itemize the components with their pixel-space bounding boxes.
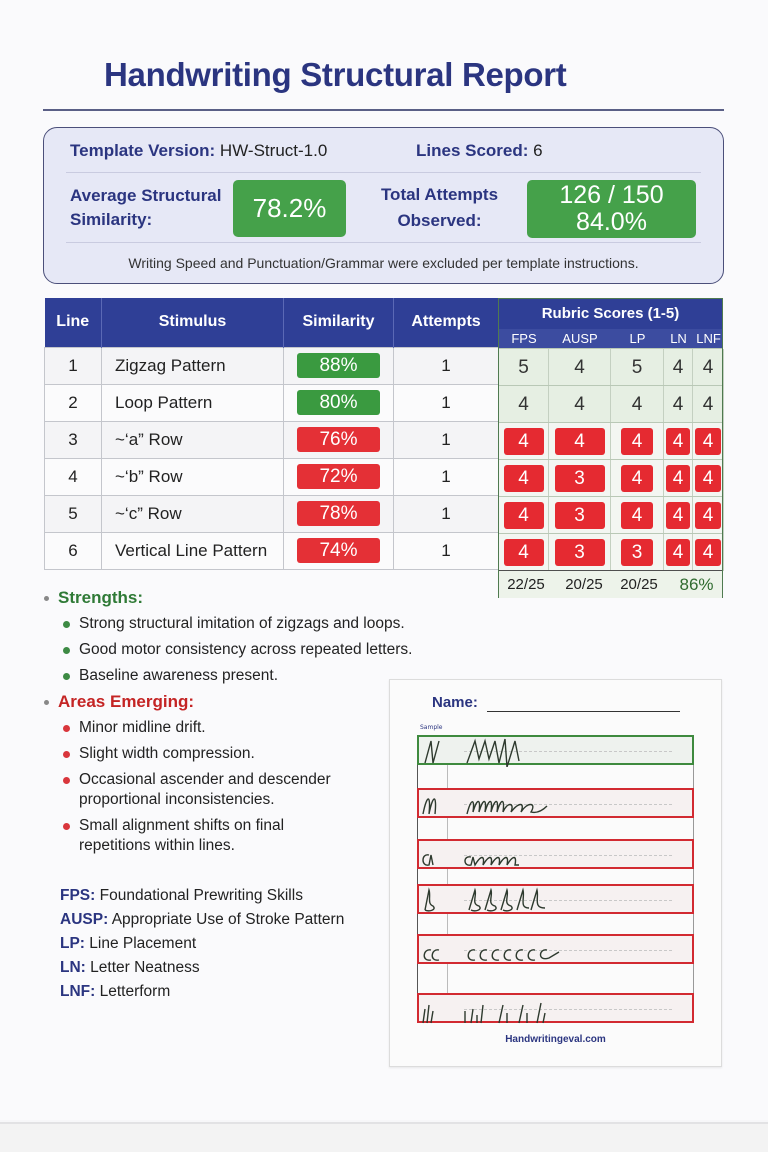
total-attempts-value: 126 / 150 (559, 181, 664, 209)
rubric-score-badge: 4 (621, 502, 653, 529)
rubric-score-badge: 4 (504, 465, 544, 492)
similarity-badge: 76% (297, 427, 380, 452)
legend-text: Line Placement (89, 935, 197, 952)
areas-text: Small alignment shifts on final repetitions within lines. (79, 817, 285, 854)
rubric-score-cell (693, 497, 724, 534)
page-title: Handwriting Structural Report (104, 56, 567, 93)
stimulus-name: ~‘a” Row (102, 421, 284, 458)
similarity-cell (284, 532, 394, 569)
table-row (45, 532, 499, 569)
stroke-path (423, 799, 547, 814)
line-number: 6 (45, 532, 102, 569)
legend-text: Letterform (99, 983, 171, 1000)
sample-label: Sample (420, 724, 443, 731)
legend-item (60, 932, 344, 956)
legend-text: Letter Neatness (90, 959, 200, 976)
rubric-title: Rubric Scores (1-5) (499, 299, 722, 329)
table-row (45, 458, 499, 495)
summary-divider (66, 242, 701, 243)
attempts-count: 1 (394, 421, 499, 458)
name-label: Name: (432, 694, 478, 711)
page-bottom-edge (0, 1122, 768, 1152)
attempts-count: 1 (394, 384, 499, 421)
legend-abbr: LN: (60, 959, 86, 976)
bullet-icon (44, 596, 49, 601)
col-stimulus: Stimulus (102, 298, 284, 347)
summary-box (43, 127, 724, 284)
similarity-cell (284, 458, 394, 495)
legend-item (60, 980, 344, 1004)
margin-line (447, 736, 448, 1022)
rubric-score-cell: 4 (499, 386, 549, 423)
bullet-icon (63, 823, 70, 830)
rubric-score-badge: 4 (666, 502, 690, 529)
attempts-count: 1 (394, 347, 499, 384)
total-attempts-pct: 84.0% (576, 208, 647, 236)
rubric-score-badge: 4 (666, 428, 690, 455)
line-number: 5 (45, 495, 102, 532)
lines-scored-value: 6 (533, 141, 543, 160)
line-number: 4 (45, 458, 102, 495)
similarity-cell (284, 384, 394, 421)
bullet-icon (63, 673, 70, 680)
avg-label-line1: Average Structural (70, 186, 222, 205)
handwriting-strokes (419, 886, 692, 916)
abbreviation-legend (60, 884, 344, 1004)
sample-row-loop (417, 788, 694, 818)
handwriting-sample-sheet (389, 679, 722, 1067)
rubric-score-badge: 4 (695, 465, 721, 492)
rubric-score-cell (664, 423, 693, 460)
legend-abbr: LP: (60, 935, 85, 952)
avg-similarity-label (70, 184, 221, 232)
rubric-row (499, 422, 722, 459)
areas-text: Minor midline drift. (79, 719, 206, 736)
areas-item (63, 816, 353, 856)
areas-text: Occasional ascender and descender proportional inconsistencies. (79, 771, 331, 808)
legend-item (60, 908, 344, 932)
rubric-score-badge: 4 (504, 428, 544, 455)
rubric-score-cell (549, 497, 611, 534)
rubric-score-cell: 4 (611, 386, 664, 423)
table-header-row (45, 298, 499, 347)
similarity-badge: 78% (297, 501, 380, 526)
bullet-icon (63, 777, 70, 784)
template-version-value: HW-Struct-1.0 (219, 141, 328, 160)
rubric-score-cell (611, 497, 664, 534)
areas-item (63, 718, 353, 738)
similarity-badge: 80% (297, 390, 380, 415)
attempts-count: 1 (394, 495, 499, 532)
strengths-item (63, 666, 412, 686)
rubric-col-ln: LN (670, 331, 687, 346)
rubric-col-lp: LP (629, 331, 646, 346)
areas-title: Areas Emerging: (58, 692, 195, 711)
lines-scored-label: Lines Scored: (416, 141, 529, 160)
similarity-badge: 88% (297, 353, 380, 378)
rubric-row (499, 533, 722, 570)
rubric-col-lnf: LNF (696, 331, 721, 346)
table-row (45, 384, 499, 421)
handwriting-strokes (419, 995, 692, 1025)
tot-label-line2: Observed: (397, 211, 482, 230)
areas-heading (44, 692, 412, 712)
table-row (45, 347, 499, 384)
rubric-score-badge: 3 (555, 502, 605, 529)
scores-table (44, 298, 499, 570)
rubric-score-badge: 3 (621, 539, 653, 566)
rubric-score-cell (611, 534, 664, 571)
rubric-score-cell (499, 460, 549, 497)
lines-scored (416, 141, 543, 161)
col-line: Line (45, 298, 102, 347)
stimulus-name: ~‘c” Row (102, 495, 284, 532)
similarity-badge: 72% (297, 464, 380, 489)
legend-text: Appropriate Use of Stroke Pattern (111, 911, 345, 928)
rubric-score-cell (693, 423, 724, 460)
rubric-total: 20/25 (620, 576, 658, 593)
stroke-path (424, 950, 559, 960)
template-version-label: Template Version: (70, 141, 216, 160)
rubric-score-cell (664, 497, 693, 534)
sheet-border (693, 736, 694, 1022)
areas-item (63, 770, 353, 810)
handwriting-strokes (419, 841, 692, 871)
rubric-totals-row (499, 570, 722, 598)
rubric-score-badge: 4 (695, 539, 721, 566)
similarity-cell (284, 347, 394, 384)
observations (44, 588, 412, 862)
stroke-path (423, 855, 519, 865)
rubric-score-cell: 4 (549, 349, 611, 386)
rubric-score-badge: 4 (555, 428, 605, 455)
rubric-score-cell (549, 460, 611, 497)
legend-abbr: LNF: (60, 983, 96, 1000)
rubric-score-cell: 4 (693, 349, 724, 386)
areas-text: Slight width compression. (79, 745, 255, 762)
similarity-cell (284, 495, 394, 532)
handwriting-strokes (419, 936, 692, 966)
rubric-score-badge: 4 (695, 502, 721, 529)
strengths-list (63, 614, 412, 686)
col-similarity: Similarity (284, 298, 394, 347)
areas-item (63, 744, 353, 764)
rubric-score-badge: 3 (555, 465, 605, 492)
rubric-row (499, 459, 722, 496)
sample-row-zigzag (417, 735, 694, 765)
avg-label-line2: Similarity: (70, 210, 153, 229)
stimulus-name: ~‘b” Row (102, 458, 284, 495)
bullet-icon (63, 725, 70, 732)
bullet-icon (63, 621, 70, 628)
avg-similarity-badge: 78.2% (233, 180, 346, 237)
sample-row-c (417, 934, 694, 964)
tot-label-line1: Total Attempts (380, 185, 499, 204)
rubric-columns (499, 329, 722, 348)
strengths-text: Baseline awareness present. (79, 667, 279, 684)
line-number: 2 (45, 384, 102, 421)
col-attempts: Attempts (394, 298, 499, 347)
rubric-score-cell (693, 534, 724, 571)
rubric-score-badge: 4 (695, 428, 721, 455)
site-footer: Handwritingeval.com (505, 1034, 606, 1045)
rubric-score-cell (611, 460, 664, 497)
rubric-total: 22/25 (507, 576, 545, 593)
rubric-score-cell: 4 (693, 386, 724, 423)
strengths-text: Strong structural imitation of zigzags and loops. (79, 615, 405, 632)
rubric-row (499, 348, 722, 385)
title-divider (43, 109, 724, 111)
rubric-score-cell: 4 (664, 349, 693, 386)
rubric-scores-panel (498, 298, 723, 598)
handwriting-strokes (419, 737, 692, 767)
summary-divider (66, 172, 701, 173)
rubric-score-cell (664, 534, 693, 571)
rubric-score-badge: 4 (504, 539, 544, 566)
stroke-path (425, 890, 545, 911)
sample-row-a (417, 839, 694, 869)
legend-abbr: FPS: (60, 887, 96, 904)
rubric-score-cell (664, 460, 693, 497)
attempts-count: 1 (394, 458, 499, 495)
stroke-path (425, 739, 519, 767)
rubric-score-cell (499, 423, 549, 460)
bullet-icon (63, 647, 70, 654)
areas-list (63, 718, 353, 856)
strengths-item (63, 614, 412, 634)
rubric-col-fps: FPS (511, 331, 537, 346)
rubric-total: 20/25 (565, 576, 603, 593)
strengths-item (63, 640, 412, 660)
table-row (45, 495, 499, 532)
rubric-score-cell: 5 (611, 349, 664, 386)
summary-meta-row (70, 141, 543, 161)
legend-item (60, 884, 344, 908)
rubric-score-cell (693, 460, 724, 497)
similarity-badge: 74% (297, 538, 380, 563)
similarity-cell (284, 421, 394, 458)
total-attempts-badge (527, 180, 696, 238)
rubric-score-cell (499, 534, 549, 571)
strengths-text: Good motor consistency across repeated letters. (79, 641, 413, 658)
rubric-score-cell (549, 423, 611, 460)
rubric-score-cell (549, 534, 611, 571)
rubric-score-badge: 3 (555, 539, 605, 566)
bullet-icon (44, 700, 49, 705)
line-number: 1 (45, 347, 102, 384)
legend-item (60, 956, 344, 980)
stimulus-name: Vertical Line Pattern (102, 532, 284, 569)
stimulus-name: Loop Pattern (102, 384, 284, 421)
attempts-count: 1 (394, 532, 499, 569)
rubric-score-badge: 4 (621, 465, 653, 492)
rubric-col-ausp: AUSP (562, 331, 598, 346)
rubric-score-badge: 4 (666, 465, 690, 492)
rubric-row (499, 385, 722, 422)
name-line (487, 711, 680, 712)
rubric-score-cell (499, 497, 549, 534)
stroke-path (423, 1003, 545, 1023)
rubric-row (499, 496, 722, 533)
rubric-score-badge: 4 (504, 502, 544, 529)
total-attempts-label (372, 182, 507, 234)
rubric-score-cell: 4 (664, 386, 693, 423)
exclusion-note: Writing Speed and Punctuation/Grammar were excluded per template instructions. (128, 255, 639, 271)
strengths-title: Strengths: (58, 588, 143, 607)
rubric-score-cell: 5 (499, 349, 549, 386)
rubric-overall: 86% (679, 575, 714, 594)
rubric-score-badge: 4 (666, 539, 690, 566)
legend-abbr: AUSP: (60, 911, 109, 928)
stimulus-name: Zigzag Pattern (102, 347, 284, 384)
rubric-score-cell (611, 423, 664, 460)
rubric-score-badge: 4 (621, 428, 653, 455)
sample-row-vertical (417, 993, 694, 1023)
strengths-heading (44, 588, 412, 608)
bullet-icon (63, 751, 70, 758)
sample-row-b (417, 884, 694, 914)
line-number: 3 (45, 421, 102, 458)
legend-text: Foundational Prewriting Skills (99, 887, 303, 904)
rubric-score-cell: 4 (549, 386, 611, 423)
handwriting-strokes (419, 790, 692, 820)
sheet-border (417, 736, 418, 1022)
table-row (45, 421, 499, 458)
